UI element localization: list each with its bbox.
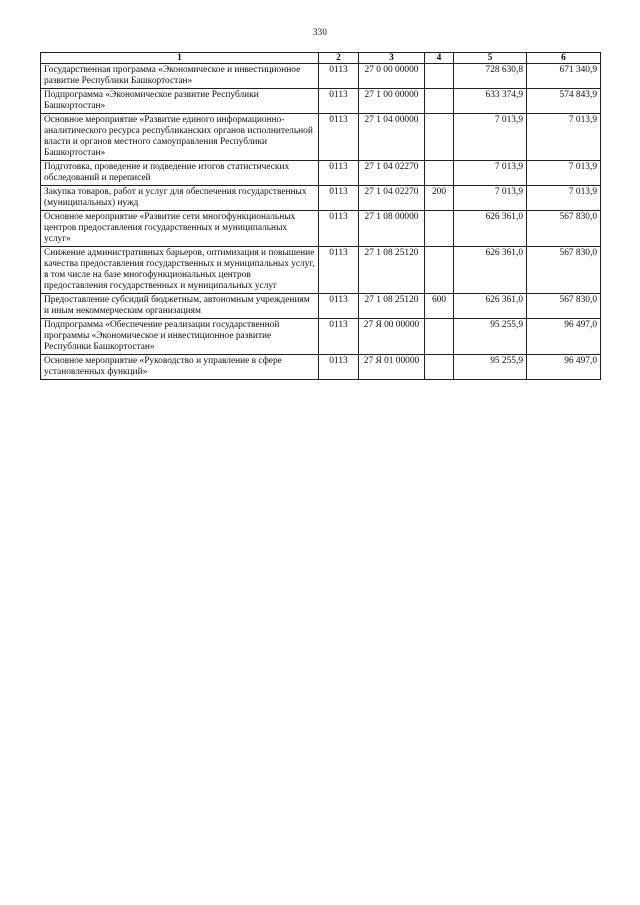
amount-col5: 633 374,9 (454, 89, 527, 114)
table-row (41, 64, 601, 89)
expense-type: 600 (425, 294, 454, 319)
target-code: 27 1 00 00000 (359, 89, 425, 114)
amount-col6: 96 497,0 (527, 355, 601, 380)
amount-col5: 626 361,0 (454, 247, 527, 294)
table-row (41, 186, 601, 211)
expense-type (425, 319, 454, 355)
row-name: Основное мероприятие «Руководство и управление в сфере установленных функций» (41, 355, 319, 380)
target-code: 27 1 08 25120 (359, 294, 425, 319)
amount-col5: 95 255,9 (454, 319, 527, 355)
expense-type (425, 247, 454, 294)
target-code: 27 Я 00 00000 (359, 319, 425, 355)
column-header: 5 (454, 53, 527, 64)
expense-type: 200 (425, 186, 454, 211)
target-code: 27 1 04 02270 (359, 161, 425, 186)
amount-col5: 95 255,9 (454, 355, 527, 380)
amount-col6: 96 497,0 (527, 319, 601, 355)
section-code: 0113 (319, 355, 359, 380)
row-name: Закупка товаров, работ и услуг для обеспечения государственных (муниципальных) нужд (41, 186, 319, 211)
amount-col6: 567 830,0 (527, 294, 601, 319)
target-code: 27 1 08 25120 (359, 247, 425, 294)
expense-type (425, 114, 454, 161)
section-code: 0113 (319, 211, 359, 247)
target-code: 27 1 08 00000 (359, 211, 425, 247)
amount-col6: 7 013,9 (527, 161, 601, 186)
section-code: 0113 (319, 186, 359, 211)
budget-table (40, 52, 601, 380)
table-row (41, 89, 601, 114)
section-code: 0113 (319, 161, 359, 186)
row-name: Подпрограмма «Экономическое развитие Республики Башкортостан» (41, 89, 319, 114)
table-row (41, 161, 601, 186)
table-row (41, 247, 601, 294)
amount-col6: 7 013,9 (527, 186, 601, 211)
column-header: 3 (359, 53, 425, 64)
target-code: 27 1 04 00000 (359, 114, 425, 161)
target-code: 27 0 00 00000 (359, 64, 425, 89)
column-header: 4 (425, 53, 454, 64)
row-name: Основное мероприятие «Развитие сети многофункциональных центров предоставления государственных и муниципальных услуг» (41, 211, 319, 247)
expense-type (425, 64, 454, 89)
table-header-row (41, 53, 601, 64)
amount-col6: 671 340,9 (527, 64, 601, 89)
section-code: 0113 (319, 114, 359, 161)
section-code: 0113 (319, 64, 359, 89)
target-code: 27 1 04 02270 (359, 186, 425, 211)
row-name: Подготовка, проведение и подведение итогов статистических обследований и переписей (41, 161, 319, 186)
amount-col5: 7 013,9 (454, 161, 527, 186)
table-row (41, 355, 601, 380)
page-number: 330 (312, 27, 328, 37)
row-name: Государственная программа «Экономическое и инвестиционное развитие Республики Башкортостан» (41, 64, 319, 89)
table-row (41, 294, 601, 319)
section-code: 0113 (319, 89, 359, 114)
expense-type (425, 161, 454, 186)
table-row (41, 211, 601, 247)
section-code: 0113 (319, 294, 359, 319)
amount-col5: 7 013,9 (454, 186, 527, 211)
row-name: Предоставление субсидий бюджетным, автономным учреждениям и иным некоммерческим организациям (41, 294, 319, 319)
column-header: 2 (319, 53, 359, 64)
column-header: 6 (527, 53, 601, 64)
row-name: Подпрограмма «Обеспечение реализации государственной программы «Экономическое и инвестиционное развитие Республики Башкортостан» (41, 319, 319, 355)
target-code: 27 Я 01 00000 (359, 355, 425, 380)
amount-col6: 7 013,9 (527, 114, 601, 161)
expense-type (425, 89, 454, 114)
expense-type (425, 355, 454, 380)
amount-col5: 626 361,0 (454, 211, 527, 247)
row-name: Основное мероприятие «Развитие единого информационно-аналитического ресурса республиканских органов исполнительной власти и органов местного самоуправления Республики Башкортостан» (41, 114, 319, 161)
table-row (41, 114, 601, 161)
column-header: 1 (41, 53, 319, 64)
amount-col5: 626 361,0 (454, 294, 527, 319)
amount-col5: 728 630,8 (454, 64, 527, 89)
amount-col6: 567 830,0 (527, 211, 601, 247)
expense-type (425, 211, 454, 247)
table-row (41, 319, 601, 355)
row-name: Снижение административных барьеров, оптимизация и повышение качества предоставления государственных и муниципальных услуг, в том числе на базе многофункциональных центров предоставления государственных и муниципальных услуг (41, 247, 319, 294)
amount-col5: 7 013,9 (454, 114, 527, 161)
amount-col6: 574 843,9 (527, 89, 601, 114)
section-code: 0113 (319, 319, 359, 355)
section-code: 0113 (319, 247, 359, 294)
amount-col6: 567 830,0 (527, 247, 601, 294)
